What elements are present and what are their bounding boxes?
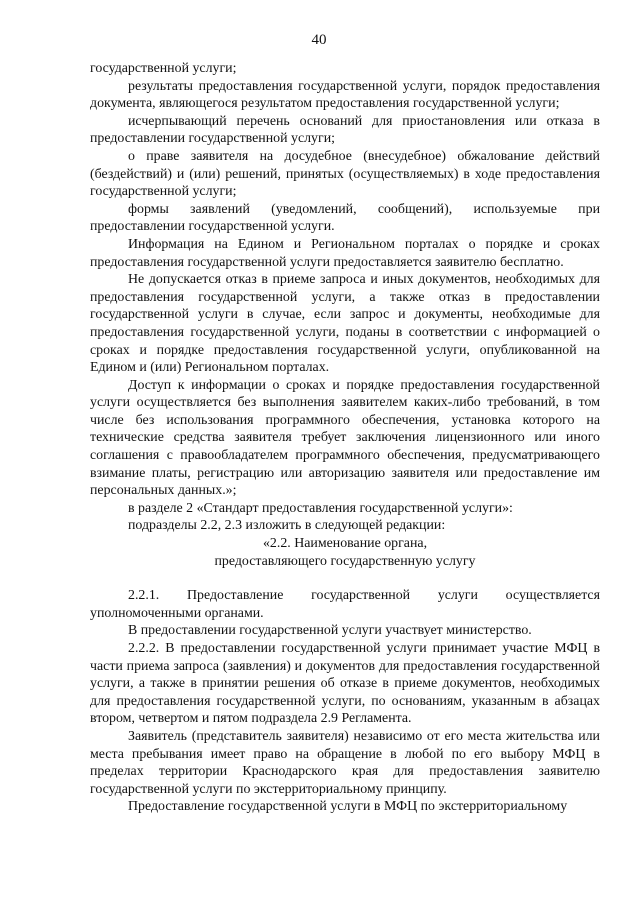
paragraph: формы заявлений (уведомлений, сообщений), используемые при предоставлении государственной услуги. [90,201,600,235]
section-heading-line-1: «2.2. Наименование органа, [262,536,428,552]
spacer [90,570,600,587]
paragraph: 2.2.1. Предоставление государственной услуги осуществляется уполномоченными органами. [90,588,600,621]
paragraph: Заявитель (представитель заявителя) независимо от его места жительства или места пребывания имеет право на обращение в любой по его выбору МФЦ в пределах территории Краснодарского края для предоставления заявителю государственной услуги по экстерриториальному принципу. [90,728,600,797]
paragraph: государственной услуги; [90,61,237,76]
paragraph: В предоставлении государственной услуги участвует министерство. [128,623,532,639]
paragraph: подразделы 2.2, 2.3 изложить в следующей редакции: [128,518,446,534]
section-heading-line-2: предоставляющего государственную услугу [214,553,476,569]
paragraph: о праве заявителя на досудебное (внесудебное) обжалование действий (бездействий) и (или) решений, принятых (осуществляемых) в ходе предоставления государственной услуги; [90,148,600,200]
paragraph: Не допускается отказ в приеме запроса и иных документов, необходимых для предоставления государственной услуги, а также отказ в предоставлении государственной услуги в случае, если запрос и документы, необходимые для предоставления государственной услуги, поданы в соответствии с информацией о сроках и порядке предоставления государственной услуги, опубликованной на Едином и (или) Региональном порталах. [90,272,600,376]
document-body [90,60,600,816]
paragraph: 2.2.2. В предоставлении государственной услуги принимает участие МФЦ в части приема запроса (заявления) и документов для предоставления государственной услуги, а также в принятии решения об отказе в приеме документов, необходимых для предоставления государственной услуги, по основаниям, указанным в абзацах втором, четвертом и пятом подраздела 2.9 Регламента. [90,641,600,727]
paragraph: исчерпывающий перечень оснований для приостановления или отказа в предоставлении государственной услуги; [90,113,600,147]
paragraph: результаты предоставления государственной услуги, порядок предоставления документа, являющегося результатом предоставления государственной услуги; [90,78,600,112]
paragraph: Предоставление государственной услуги в МФЦ по экстерриториальному [128,799,568,815]
paragraph: Доступ к информации о сроках и порядке предоставления государственной услуги осуществляется без выполнения заявителем каких-либо требований, в том числе без использования программного обеспечения, установка которого на технические средства заявителя требует заключения лицензионного или иного соглашения с правообладателем программного обеспечения, предусматривающего взимание платы, регистрацию или авторизацию заявителя или предоставление им персональных данных.»; [90,377,600,499]
page-number: 40 [311,32,327,48]
paragraph: Информация на Едином и Региональном порталах о порядке и сроках предоставления государственной услуги предоставляется заявителю бесплатно. [90,236,600,270]
paragraph: в разделе 2 «Стандарт предоставления государственной услуги»: [128,500,513,516]
